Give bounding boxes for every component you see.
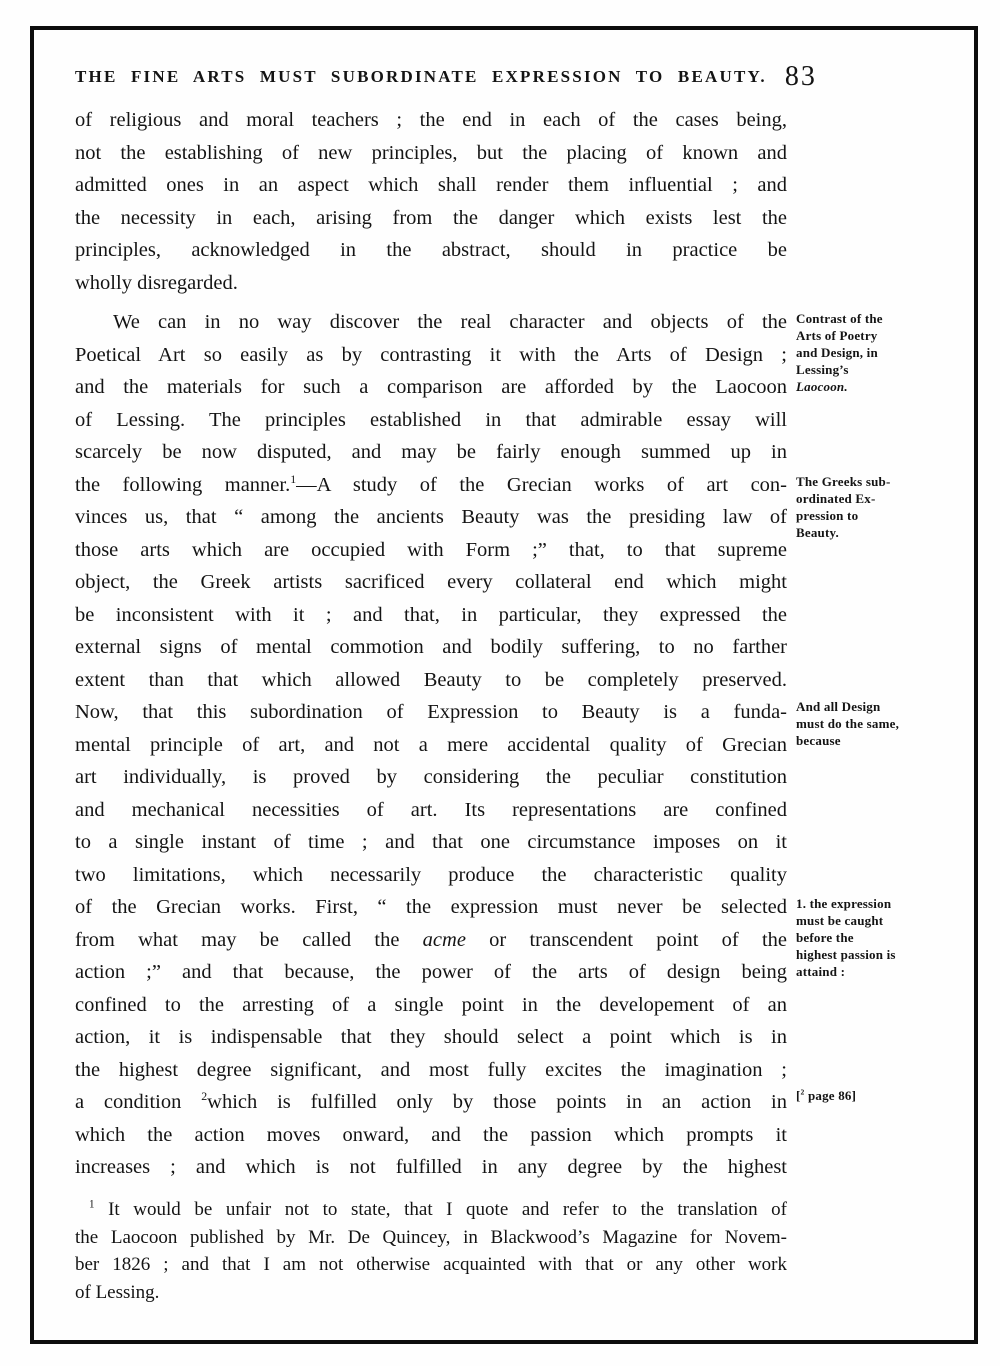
body-text-line: and the materials for such a comparison are afforded by the Laocoon	[75, 376, 787, 398]
body-text-line: of the Grecian works. First, “ the expression must never be selected	[75, 896, 787, 918]
body-text-line: which the action moves onward, and the passion which prompts it	[75, 1123, 787, 1146]
body-text-line: not the establishing of new principles, but the placing of known and	[75, 141, 787, 164]
body-text-line: the highest degree significant, and most fully excites the imagination ;	[75, 1058, 787, 1081]
body-text-line: from what may be called the acme or transcendent point of the	[75, 928, 787, 951]
margin-note-line: highest passion is	[796, 947, 896, 962]
body-text-line: Now, that this subordination of Expression to Beauty is a funda-	[75, 701, 787, 723]
body-text-line: of Lessing. The principles established in that admirable essay will	[75, 408, 787, 431]
margin-note-line: Beauty.	[796, 525, 839, 540]
margin-note-line: Contrast of the	[796, 311, 883, 326]
margin-note-line: [$^2$ page 86]	[796, 1087, 857, 1103]
header-title: THE FINE ARTS MUST SUBORDINATE EXPRESSION TO BEAUTY.	[75, 67, 767, 86]
margin-note-line: ordinated Ex-	[796, 491, 876, 506]
footnote-line: ber 1826 ; and that I am not otherwise acquainted with that or any other work	[75, 1254, 787, 1275]
margin-note-page-ref	[796, 1087, 974, 1104]
body-text-line: increases ; and which is not fulfilled in any degree by the highest	[75, 1156, 787, 1178]
body-text-line: a condition $^2$which is fulfilled only by those points in an action in	[75, 1089, 787, 1113]
body-text-line: external signs of mental commotion and bodily suffering, to no farther	[75, 636, 787, 658]
paragraph-main	[75, 306, 787, 1184]
body-text-line: action, it is indispensable that they should select a point which is in	[75, 1026, 787, 1048]
margin-note-line: before the	[796, 930, 854, 945]
margin-note-line: Arts of Poetry	[796, 328, 878, 343]
body-text-line: those arts which are occupied with Form ;” that, to that supreme	[75, 538, 787, 561]
body-text-line: extent than that which allowed Beauty to be completely preserved.	[75, 668, 787, 691]
margin-note-line: 1. the expression	[796, 896, 892, 911]
body-text-line: two limitations, which necessarily produce the characteristic quality	[75, 863, 787, 886]
body-text-line: to a single instant of time ; and that one circumstance imposes on it	[75, 831, 787, 853]
body-text-line: object, the Greek artists sacrificed every collateral end which might	[75, 571, 787, 593]
running-header	[75, 58, 817, 92]
margin-note-line: must be caught	[796, 913, 884, 928]
body-text-line: vinces us, that “ among the ancients Beauty was the presiding law of	[75, 506, 787, 528]
margin-note-line: attaind :	[796, 964, 846, 979]
margin-note-line: Lessing’s	[796, 362, 849, 377]
body-text-line: the necessity in each, arising from the danger which exists lest the	[75, 206, 787, 229]
margin-note-line: pression to	[796, 508, 859, 523]
body-text-line: scarcely be now disputed, and may be fairly enough summed up in	[75, 441, 787, 463]
body-text-line: mental principle of art, and not a mere accidental quality of Grecian	[75, 733, 787, 756]
body-text-line: of religious and moral teachers ; the end in each of the cases being,	[75, 109, 787, 131]
margin-note-line: and Design, in	[796, 345, 878, 360]
margin-note-expression-caught	[796, 895, 974, 980]
margin-note-line: because	[796, 733, 841, 748]
body-text-line: Poetical Art so easily as by contrasting it with the Arts of Design ;	[75, 343, 787, 366]
footnote-line: $^1$ It would be unfair not to state, that I quote and refer to the translation of	[89, 1198, 787, 1220]
body-text-line: the following manner.$^1$—A study of the Grecian works of art con-	[75, 471, 787, 496]
body-text-line: We can in no way discover the real character and objects of the	[113, 311, 787, 333]
body-text-line: admitted ones in an aspect which shall render them influential ; and	[75, 174, 787, 196]
margin-note-line: The Greeks sub-	[796, 474, 891, 489]
body-text-line: be inconsistent with it ; and that, in particular, they expressed the	[75, 603, 787, 626]
margin-note-greeks	[796, 473, 974, 541]
page-number: 83	[784, 61, 817, 92]
paragraph-continuation	[75, 104, 787, 299]
body-text-line: and mechanical necessities of art. Its representations are confined	[75, 798, 787, 821]
margin-note-all-design	[796, 698, 974, 749]
footnote	[75, 1196, 787, 1306]
body-text-line: wholly disregarded.	[75, 271, 238, 294]
margin-note-line: must do the same,	[796, 716, 900, 731]
body-text-line: action ;” and that because, the power of the arts of design being	[75, 961, 787, 983]
body-text-line: principles, acknowledged in the abstract, should in practice be	[75, 239, 787, 261]
footnote-line: of Lessing.	[75, 1281, 160, 1303]
margin-note-line: Laocoon.	[796, 379, 848, 394]
margin-note-line: And all Design	[796, 699, 881, 714]
body-text-line: art individually, is proved by considering the peculiar constitution	[75, 766, 787, 788]
body-text-line: confined to the arresting of a single point in the developement of an	[75, 993, 787, 1016]
footnote-line: the Laocoon published by Mr. De Quincey, in Blackwood’s Magazine for Novem-	[75, 1226, 787, 1248]
margin-note-contrast	[796, 310, 974, 395]
